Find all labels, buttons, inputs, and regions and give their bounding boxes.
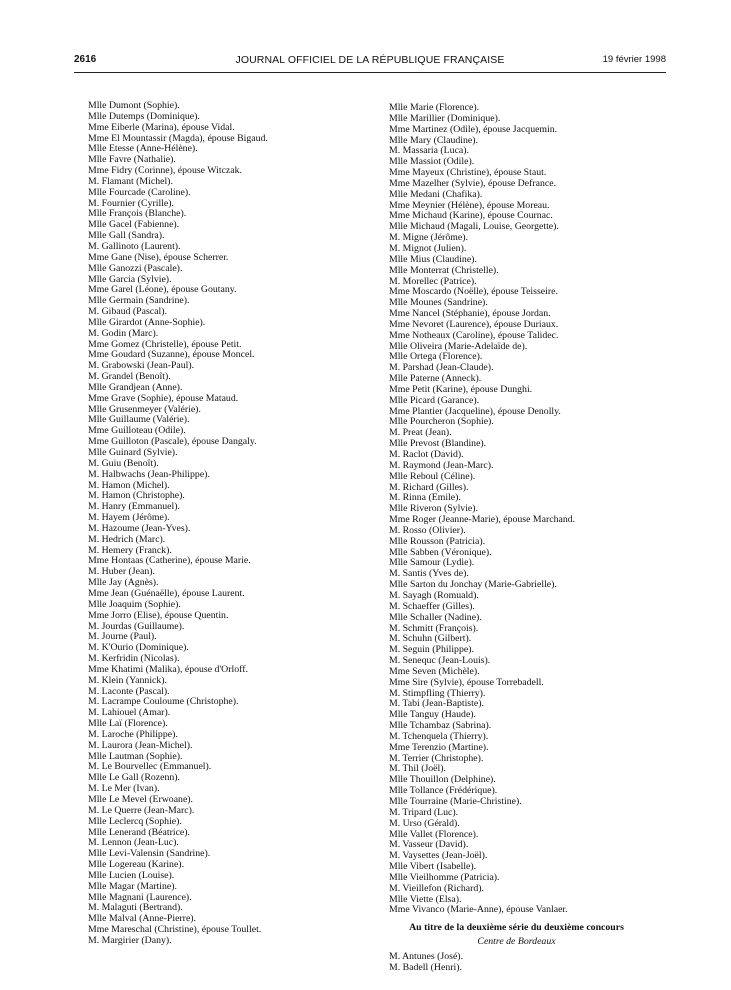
- list-item: Mlle Etesse (Anne-Hélène).: [88, 143, 198, 155]
- list-item: Mlle Mary (Claudine).: [389, 134, 478, 146]
- list-item: Mme Plantier (Jacqueline), épouse Denolly.: [389, 405, 561, 417]
- list-item: Mlle Levi-Valensin (Sandrine).: [88, 848, 211, 860]
- list-item: M. Schaeffer (Gilles).: [389, 600, 475, 612]
- list-item: M. Tabi (Jean-Baptiste).: [389, 698, 484, 710]
- list-item: Mme Michaud (Karine), épouse Cournac.: [389, 210, 553, 222]
- list-item: M. Hayem (Jérôme).: [88, 512, 170, 524]
- list-item: Mme Nancel (Stéphanie), épouse Jordan.: [389, 308, 551, 320]
- list-item: M. Migne (Jérôme).: [389, 232, 468, 244]
- list-item: Mlle Dutemps (Dominique).: [88, 110, 200, 122]
- list-item: M. Raclot (David).: [389, 449, 464, 460]
- left-column: [88, 101, 368, 947]
- list-item: Mme Guilloton (Pascale), épouse Dangaly.: [88, 436, 257, 448]
- list-item: Mlle Gacel (Fabienne).: [88, 219, 180, 231]
- list-item: Mlle Marie (Florence).: [389, 102, 480, 113]
- list-item: M. Antunes (José).: [389, 950, 464, 962]
- list-item: M. Hanry (Emmanuel).: [88, 501, 180, 513]
- list-item: M. Rosso (Olivier).: [389, 524, 466, 536]
- list-item: Mme Martinez (Odile), épouse Jacquemin.: [389, 123, 558, 135]
- list-item: M. Urso (Gérald).: [389, 817, 460, 829]
- list-item: M. K'Ourio (Dominique).: [88, 642, 189, 654]
- list-item: Mme Khatimi (Malika), épouse d'Orloff.: [88, 663, 248, 675]
- list-item: Mlle Ganozzi (Pascale).: [88, 262, 183, 274]
- list-item: Mlle Schaller (Nadine).: [389, 611, 482, 623]
- list-item: Mlle Picard (Garance).: [389, 394, 480, 406]
- list-item: Mme Vivanco (Marie-Anne), épouse Vanlaer.: [389, 904, 568, 916]
- list-item: Mlle Lautman (Sophie).: [88, 750, 183, 762]
- right-column: [389, 103, 669, 974]
- list-item: Mlle Dumont (Sophie).: [88, 100, 180, 111]
- list-item: M. Senequc (Jean-Louis).: [389, 655, 491, 667]
- list-item: Mme Gane (Nise), épouse Scherrer.: [88, 251, 229, 263]
- list-item: Mme Roger (Jeanne-Marie), épouse Marchand.: [389, 514, 576, 526]
- list-item: M. Lennon (Jean-Luc).: [88, 837, 179, 849]
- list-item: M. Stimpfling (Thierry).: [389, 687, 486, 699]
- list-item: Mlle Fourcade (Caroline).: [88, 186, 191, 198]
- list-item: M. Klein (Yannick).: [88, 674, 168, 686]
- right-column-list: [389, 103, 669, 916]
- list-item: M. Lahiouel (Amar).: [88, 707, 171, 719]
- list-item: M. Lacrampe Couloume (Christophe).: [88, 696, 239, 708]
- list-item: Mme Gomez (Christelle), épouse Petit.: [88, 338, 242, 350]
- list-item: Mlle Leclercq (Sophie).: [88, 815, 182, 827]
- list-item: M. Hemery (Franck).: [88, 544, 172, 556]
- list-item: Mlle Vibert (Isabelle).: [389, 861, 477, 873]
- list-item: Mlle Viette (Elsa).: [389, 893, 462, 905]
- list-item: Mlle Vallet (Florence).: [389, 828, 479, 840]
- list-item: M. Flamant (Michel).: [88, 175, 173, 187]
- list-item: Mlle Le Mevel (Erwoane).: [88, 794, 194, 805]
- list-item: M. Grabowski (Jean-Paul).: [88, 360, 195, 372]
- list-item: M. Richard (Gilles).: [389, 481, 469, 493]
- list-item: Mme Nevoret (Laurence), épouse Duriaux.: [389, 318, 559, 330]
- list-item: Mlle Michaud (Magali, Louise, Georgette).: [389, 221, 559, 233]
- list-item: M. Guiu (Benoît).: [88, 457, 159, 469]
- list-item: M. Gallinoto (Laurent).: [88, 240, 181, 252]
- list-item: M. Laroche (Philippe).: [88, 728, 178, 740]
- list-item: Mlle Lenerand (Béatrice).: [88, 826, 190, 838]
- list-item: Mlle Prevost (Blandine).: [389, 438, 487, 450]
- list-item: M. Hamon (Christophe).: [88, 490, 185, 502]
- list-item: Mlle Vieilhomme (Patricia).: [389, 871, 500, 883]
- list-item: M. Badell (Henri).: [389, 961, 462, 973]
- list-item: Mlle Favre (Nathalie).: [88, 154, 176, 166]
- list-item: M. Terrier (Christophe).: [389, 752, 484, 764]
- list-item: M. Rinna (Emile).: [389, 492, 461, 504]
- list-item: M. Preat (Jean).: [389, 427, 452, 439]
- list-item: Mme Grave (Sophie), épouse Mataud.: [88, 392, 239, 404]
- list-item: Mme Jorro (Elise), épouse Quentin.: [88, 609, 229, 621]
- list-item: M. Kerfridin (Nicolas).: [88, 653, 180, 665]
- list-item: Mlle Sabben (Véronique).: [389, 546, 492, 558]
- list-item: Mlle Guillaume (Valérie).: [88, 414, 190, 426]
- list-item: M. Huber (Jean).: [88, 566, 155, 578]
- list-item: Mlle Pourcheron (Sophie).: [389, 416, 494, 428]
- list-item: Mlle Tollance (Frédérique).: [389, 785, 498, 797]
- list-item: M. Vaysettes (Jean-Joël).: [389, 850, 488, 862]
- list-item: Mlle Joaquim (Sophie).: [88, 598, 181, 610]
- list-item: M. Margirier (Dany).: [88, 934, 172, 946]
- list-item: Mme Sire (Sylvie), épouse Torrebadell.: [389, 676, 544, 688]
- list-item: Mlle Girardot (Anne-Sophie).: [88, 316, 206, 328]
- list-item: M. Morellec (Patrice).: [389, 275, 477, 287]
- list-item: Mme Petit (Karine), épouse Dunghi.: [389, 383, 533, 395]
- list-item: Mlle Mounes (Sandrine).: [389, 297, 488, 309]
- list-item: Mme Hontaas (Catherine), épouse Marie.: [88, 555, 251, 567]
- list-item: Mlle Lucien (Louise).: [88, 869, 175, 881]
- list-item: Mme El Mountassir (Magda), épouse Bigaud.: [88, 132, 268, 144]
- list-item: Mlle Tanguy (Haude).: [389, 709, 477, 721]
- list-item: Mme Fidry (Corinne), épouse Witczak.: [88, 165, 242, 177]
- list-item: Mlle Magnani (Laurence).: [88, 891, 192, 903]
- list-item: Mlle Monterrat (Christelle).: [389, 264, 499, 276]
- list-item: M. Santis (Yves de).: [389, 568, 469, 580]
- list-item: M. Vasseur (David).: [389, 839, 469, 851]
- list-item: Mlle Malval (Anne-Pierre).: [88, 913, 197, 925]
- list-item: Mlle Garcia (Sylvie).: [88, 273, 172, 285]
- list-item: M. Journe (Paul).: [88, 631, 157, 643]
- list-item: Mlle Rousson (Patricia).: [389, 535, 486, 547]
- list-item: Mlle Thouillon (Delphine).: [389, 774, 496, 786]
- list-item: Mlle Riveron (Sylvie).: [389, 503, 478, 515]
- list-item: Mlle Magar (Martine).: [88, 880, 177, 892]
- list-item: Mlle Grusenmeyer (Valérie).: [88, 403, 201, 415]
- list-item: Mme Eiberle (Marina), épouse Vidal.: [88, 121, 235, 133]
- list-item: Mlle Gall (Sandra).: [88, 230, 165, 242]
- list-item: Mme Garel (Léone), épouse Goutany.: [88, 284, 237, 296]
- list-item: M. Sayagh (Romuald).: [389, 589, 479, 601]
- list-item: M. Hamon (Michel).: [88, 479, 170, 491]
- list-item: Mme Terenzio (Martine).: [389, 741, 489, 753]
- list-item: Mme Guilloteau (Odile).: [88, 425, 186, 437]
- list-item: Mme Mareschal (Christine), épouse Toullet.: [88, 924, 262, 936]
- list-item: M. Le Bourvellec (Emmanuel).: [88, 761, 212, 773]
- list-item: M. Jourdas (Guillaume).: [88, 620, 185, 632]
- section-subheading: Centre de Bordeaux: [477, 936, 556, 948]
- list-item: M. Thil (Joël).: [389, 763, 446, 775]
- list-item: Mme Goudard (Suzanne), épouse Moncel.: [88, 349, 255, 361]
- list-item: Mlle Tourraine (Marie-Christine).: [389, 796, 522, 807]
- page-header: [74, 54, 666, 70]
- list-item: M. Tripard (Luc).: [389, 806, 459, 818]
- list-item: M. Malaguti (Bertrand).: [88, 902, 183, 914]
- list-item: M. Massaria (Luca).: [389, 145, 469, 157]
- section-entries: [389, 952, 669, 974]
- list-item: M. Gibaud (Pascal).: [88, 306, 167, 318]
- list-item: Mlle Laï (Florence).: [88, 718, 168, 730]
- list-item: M. Fournier (Cyrille).: [88, 197, 174, 209]
- list-item: Mme Mayeux (Christine), épouse Staut.: [389, 167, 547, 179]
- list-item: Mlle Marillier (Dominique).: [389, 112, 501, 124]
- list-item: M. Vieillefon (Richard).: [389, 882, 484, 894]
- list-item: M. Raymond (Jean-Marc).: [389, 459, 494, 471]
- list-item: Mme Jean (Guénaëlle), épouse Laurent.: [88, 587, 245, 599]
- list-item: M. Godin (Marc).: [88, 327, 159, 339]
- list-item: Mlle Tchambaz (Sabrina).: [389, 720, 492, 732]
- list-item: M. Parshad (Jean-Claude).: [389, 362, 494, 374]
- list-item: Mlle Massiot (Odile).: [389, 156, 475, 168]
- list-item: M. Laconte (Pascal).: [88, 685, 170, 697]
- list-item: M. Grandel (Benoît).: [88, 371, 171, 383]
- list-item: Mlle Samour (Lydie).: [389, 557, 475, 569]
- list-item: Mlle Oliveira (Marie-Adelaïde de).: [389, 340, 528, 352]
- list-item: M. Hazoume (Jean-Yves).: [88, 522, 191, 534]
- list-item: M. Schmitt (François).: [389, 622, 479, 634]
- list-item: Mlle Logereau (Karine).: [88, 859, 185, 871]
- list-item: Mlle Sarton du Jonchay (Marie-Gabrielle).: [389, 579, 557, 591]
- list-item: M. Schuhn (Gilbert).: [389, 633, 472, 645]
- issue-date: 19 février 1998: [602, 54, 666, 65]
- list-item: M. Halbwachs (Jean-Philippe).: [88, 468, 210, 480]
- list-item: Mme Moscardo (Noëlle), épouse Teisseire.: [389, 286, 558, 298]
- list-item: Mlle Jay (Agnès).: [88, 577, 159, 589]
- list-item: Mme Notheaux (Caroline), épouse Talidec.: [389, 329, 559, 341]
- list-item: Mlle Mius (Claudine).: [389, 253, 477, 265]
- list-item: Mlle François (Blanche).: [88, 208, 187, 220]
- list-item: Mme Seven (Michèle).: [389, 665, 480, 677]
- list-item: Mlle Germain (Sandrine).: [88, 295, 190, 307]
- journal-title: JOURNAL OFFICIEL DE LA RÉPUBLIQUE FRANÇAISE: [235, 54, 505, 66]
- list-item: M. Hedrich (Marc).: [88, 533, 166, 545]
- page-number: 2616: [74, 54, 97, 65]
- list-item: Mlle Le Gall (Rozenn).: [88, 772, 180, 784]
- list-item: Mme Meynier (Hélène), épouse Moreau.: [389, 199, 550, 211]
- list-item: Mlle Grandjean (Anne).: [88, 381, 183, 393]
- list-item: Mme Mazelher (Sylvie), épouse Defrance.: [389, 177, 557, 189]
- list-item: M. Le Querre (Jean-Marc).: [88, 804, 195, 816]
- section-heading: Au titre de la deuxième série du deuxième concours: [409, 922, 624, 934]
- list-item: Mlle Medani (Chafika).: [389, 188, 483, 200]
- list-item: Mlle Paterne (Anneck).: [389, 373, 482, 385]
- list-item: M. Mignot (Julien).: [389, 242, 467, 254]
- header-rule: [74, 72, 666, 73]
- list-item: M. Tchenquela (Thierry).: [389, 730, 489, 742]
- list-item: M. Laurora (Jean-Michel).: [88, 739, 193, 751]
- list-item: Mlle Guinard (Sylvie).: [88, 447, 178, 458]
- list-item: Mlle Reboul (Céline).: [389, 470, 476, 482]
- list-item: M. Seguin (Philippe).: [389, 644, 474, 656]
- list-item: M. Le Mer (Ivan).: [88, 783, 160, 795]
- list-item: Mlle Ortega (Florence).: [389, 351, 483, 363]
